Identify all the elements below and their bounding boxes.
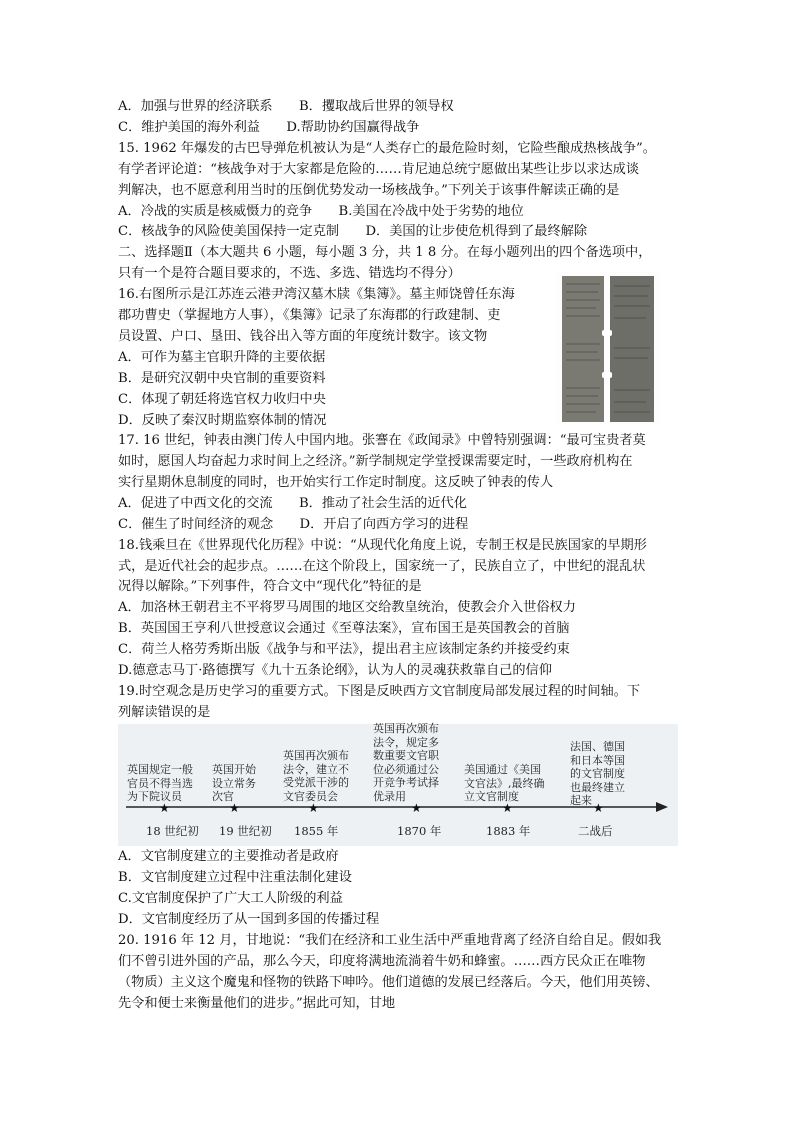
q19-option-a: A．文官制度建立的主要推动者是政府 xyxy=(118,849,339,864)
q18-stem-2: 式，是近代社会的起步点。……在这个阶段上，国家统一了，民族自立了，中世纪的混乱状 xyxy=(118,559,646,574)
timeline-event-5-line: 立文官制度 xyxy=(464,790,519,803)
timeline-event-6-line: 起来 xyxy=(570,794,592,807)
q18-option-a: A．加洛林王朝君主不平将罗马周围的地区交给教皇统治，使教会介入世俗权力 xyxy=(118,600,576,615)
timeline-event-3-line: 英国再次颁布 xyxy=(283,749,349,762)
timeline-event-4-line: 位必须通过公 xyxy=(373,762,439,776)
q16-option-d: D．反映了秦汉时期监察体制的情况 xyxy=(118,413,327,428)
timeline-marker-2: ★ xyxy=(229,801,240,815)
q17-options-cd: C．催生了时间经济的观念 D．开启了向西方学习的进程 xyxy=(118,517,469,532)
q15-options-ab: A．冷战的实质是核威慑力的竞争 B.美国在冷战中处于劣势的地位 xyxy=(118,204,524,219)
timeline-event-2-line: 设立常务 xyxy=(212,776,256,790)
q17-stem-2: 如时，愿国人均奋起力求时间上之经济。”新学制规定学堂授课需要定时，一些政府机构在 xyxy=(118,454,633,469)
q17-options-ab: A．促进了中西文化的交流 B．推动了社会生活的近代化 xyxy=(118,496,467,511)
q16-option-b: B．是研究汉朝中央官制的重要资料 xyxy=(118,371,326,386)
timeline-event-1-line: 官员不得当选 xyxy=(127,776,193,790)
timeline-marker-6: ★ xyxy=(593,801,604,815)
q18-option-b: B．英国国王亨利八世授意议会通过《至尊法案》，宣布国王是英国教会的首脑 xyxy=(118,621,570,636)
section-two-instructions: 只有一个是符合题目要求的，不选、多选、错选均不得分） xyxy=(118,266,461,281)
timeline-event-1 xyxy=(127,763,193,804)
q17-stem-1: 17. 16 世纪，钟表由澳门传人中国内地。张謇在《政闻录》中曾特别强调：“最可宝贵者莫 xyxy=(118,433,646,448)
timeline-event-3 xyxy=(283,749,349,803)
q20-stem-1: 20. 1916 年 12 月，甘地说：“我们在经济和工业生活中严重地背离了经济自给自足。假如我 xyxy=(118,933,662,948)
q17-stem-3: 实行星期休息制度的同时，也开始实行工作定时制度。这反映了钟表的传人 xyxy=(118,475,554,490)
timeline-marker-5: ★ xyxy=(502,801,513,815)
timeline-marker-4: ★ xyxy=(411,801,422,815)
q20-stem-4: 先令和便士来衡量他们的进步。”据此可知，甘地 xyxy=(118,996,396,1011)
q14-options-cd: C．维护美国的海外利益 D.帮助协约国赢得战争 xyxy=(118,120,420,135)
timeline-date-5: 1883 年 xyxy=(486,824,531,838)
q16-stem-1: 16.右图所示是江苏连云港尹湾汉墓木牍《集簿》。墓主师饶曾任东海 xyxy=(118,287,515,302)
timeline-event-4-line: 数重要文官职 xyxy=(373,749,439,762)
timeline-event-4-line: 优录用 xyxy=(373,789,406,803)
timeline-date-2: 19 世纪初 xyxy=(219,824,272,838)
q18-option-d: D.德意志马丁·路德撰写《九十五条论纲》，认为人的灵魂获救靠自己的信仰 xyxy=(118,663,552,678)
timeline-event-6-line: 法国、德国 xyxy=(570,740,625,753)
timeline-event-2-line: 次官 xyxy=(212,790,234,803)
q15-stem-3: 判解决，也不愿意利用当时的压倒优势发动一场核战争。”下列关于该事件解读正确的是 xyxy=(118,183,620,198)
timeline-event-6 xyxy=(570,740,625,808)
timeline-event-5 xyxy=(464,763,545,804)
timeline-event-4-line: 法令，规定多 xyxy=(373,735,439,749)
timeline-marker-3: ★ xyxy=(308,801,319,815)
timeline-event-4-line: 开竞争考试择 xyxy=(373,776,439,789)
timeline-date-4: 1870 年 xyxy=(397,824,442,838)
q16-option-c: C．体现了朝廷将选官权力收归中央 xyxy=(118,392,326,407)
q16-stem-2: 郡功曹史（掌握地方人事），《集簿》记录了东海郡的行政建制、吏 xyxy=(118,308,501,323)
q18-stem-1: 18.钱乘旦在《世界现代化历程》中说：“从现代化角度上说，专制王权是民族国家的早期形 xyxy=(118,538,647,553)
timeline-event-3-line: 文官委员会 xyxy=(283,789,338,803)
q20-stem-3: （物质）主义这个魔鬼和怪物的铁路下呻吟。他们道德的发展已经落后。今天，他们用英镑、 xyxy=(118,975,659,990)
q14-options-ab: A．加强与世界的经济联系 B．攫取战后世界的领导权 xyxy=(118,99,454,114)
q19-option-b: B．文官制度建立过程中注重法制化建设 xyxy=(118,870,352,885)
q18-stem-3: 况得以解除。”下列事件，符合文中“现代化”特征的是 xyxy=(118,579,422,594)
q19-option-c: C.文官制度保护了广大工人阶级的利益 xyxy=(118,891,343,906)
timeline-date-3: 1855 年 xyxy=(294,824,339,838)
timeline-event-2 xyxy=(212,763,256,804)
section-two-heading: 二、选择题Ⅱ（本大题共 6 小题，每小题 3 分，共 1 8 分。在每小题列出的四个备选项中， xyxy=(118,245,652,260)
timeline-event-6-line: 也最终建立 xyxy=(570,780,625,794)
timeline-event-4-line: 英国再次颁布 xyxy=(373,722,439,735)
timeline-event-3-line: 法令，建立不 xyxy=(283,762,349,776)
timeline-event-6-line: 和日本等国 xyxy=(570,753,625,767)
q16-option-a: A．可作为墓主官职升降的主要依据 xyxy=(118,350,326,365)
wooden-slip-photo xyxy=(556,272,660,424)
timeline-date-1: 18 世纪初 xyxy=(146,824,199,838)
q15-stem-1: 15. 1962 年爆发的古巴导弹危机被认为是“人类存亡的最危险时刻，它险些酿成热核战争”。 xyxy=(118,141,656,156)
q15-stem-2: 有学者评论道：“核战争对于大家都是危险的……肯尼迪总统宁愿做出某些让步以求达成谈 xyxy=(118,162,640,177)
q18-option-c: C．荷兰人格劳秀斯出版《战争与和平法》，提出君主应该制定条约并接受约束 xyxy=(118,642,570,657)
q19-stem-2: 列解读错误的是 xyxy=(118,705,211,720)
timeline-event-6-line: 的文官制度 xyxy=(570,767,625,780)
q15-options-cd: C．核战争的风险使美国保持一定克制 D．美国的让步使危机得到了最终解除 xyxy=(118,224,588,239)
timeline-event-1-line: 英国规定一般 xyxy=(127,763,193,776)
q19-stem-1: 19.时空观念是历史学习的重要方式。下图是反映西方文官制度局部发展过程的时间轴。下 xyxy=(118,684,641,699)
q20-stem-2: 们不曾引进外国的产品，那么今天，印度将满地流淌着牛奶和蜂蜜。……西方民众正在唯物 xyxy=(118,954,646,969)
timeline-marker-1: ★ xyxy=(159,801,170,815)
timeline-date-6: 二战后 xyxy=(578,824,613,838)
timeline-event-5-line: 文官法》,最终确 xyxy=(464,776,545,790)
timeline-event-3-line: 受党派干涉的 xyxy=(283,776,349,789)
timeline-event-1-line: 为下院议员 xyxy=(127,790,182,803)
timeline-event-5-line: 美国通过《美国 xyxy=(464,763,541,776)
timeline-event-2-line: 英国开始 xyxy=(212,763,256,776)
q16-stem-3: 员设置、户口、垦田、钱谷出入等方面的年度统计数字。该文物 xyxy=(118,329,488,344)
q19-option-d: D．文官制度经历了从一国到多国的传播过程 xyxy=(118,912,380,927)
timeline-event-4 xyxy=(373,722,439,803)
